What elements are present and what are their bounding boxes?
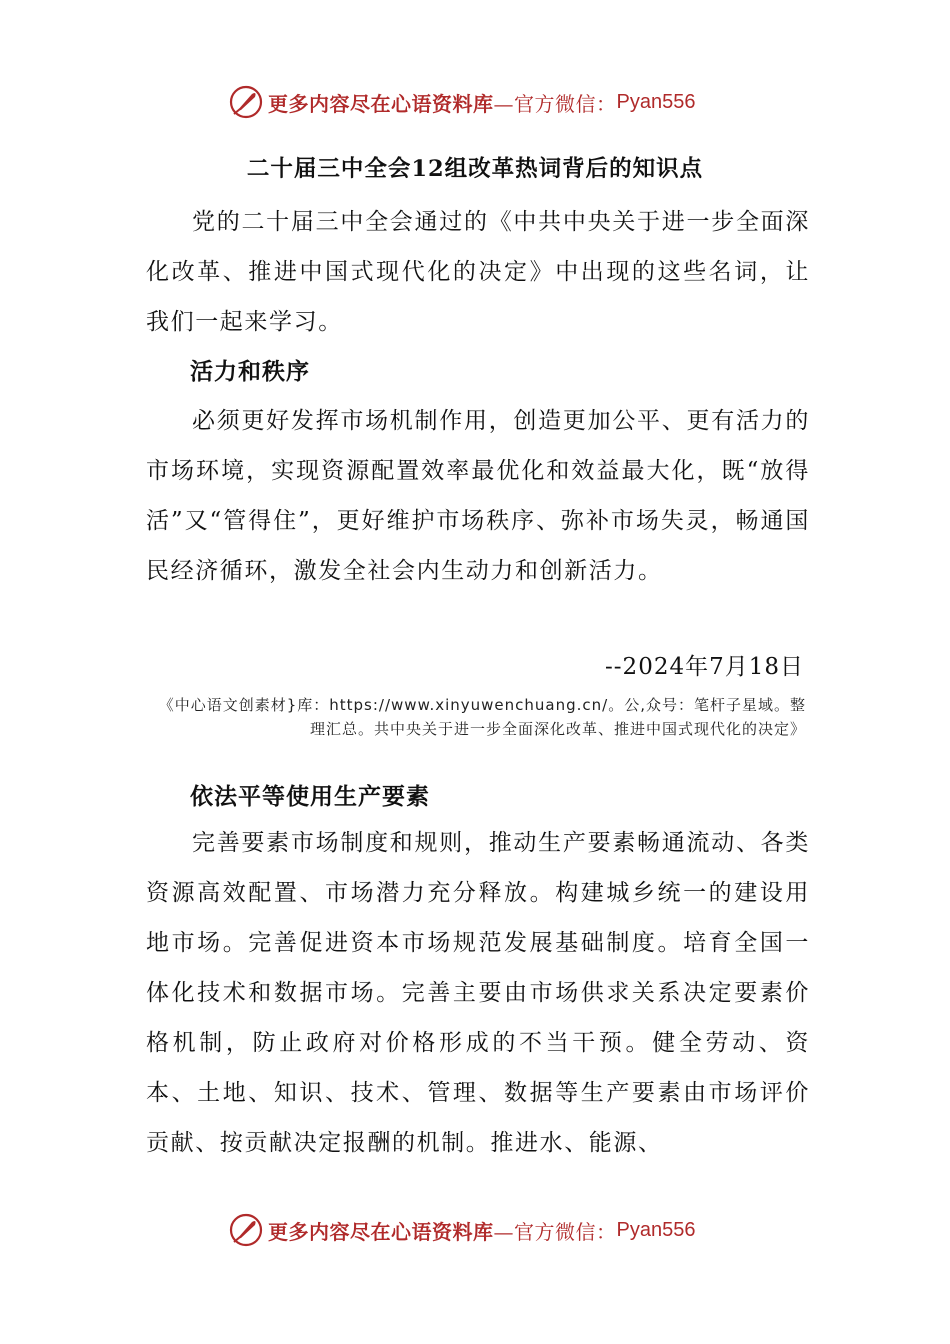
document-title: 二十届三中全会12组改革热词背后的知识点	[246, 156, 704, 182]
banner-text-wechat: —官方微信：	[493, 91, 617, 116]
intro-paragraph: 党的二十届三中全会通过的《中共中央关于进一步全面深化改革、推进中国式现代化的决定》中出现的这些名词，让我们一起来学习。	[146, 209, 810, 335]
quill-pen-logo-icon	[228, 84, 264, 120]
header-banner	[228, 82, 695, 122]
banner-text-wechat: —官方微信：	[493, 1219, 617, 1244]
banner-text-main: 更多内容尽在心语资料库	[268, 91, 494, 116]
section-heading-production-factors: 依法平等使用生产要素	[190, 783, 430, 810]
quill-pen-logo-icon	[228, 1212, 264, 1248]
publish-date: --2024年7月18日	[605, 654, 804, 680]
section-heading-vitality-order: 活力和秩序	[190, 358, 310, 385]
section-body-production-factors: 完善要素市场制度和规则，推动生产要素畅通流动、各类资源高效配置、市场潜力充分释放。构建城乡统一的建设用地市场。完善促进资本市场规范发展基础制度。培育全国一体化技术和数据市场。完善主要由市场供求关系决定要素价格机制，防止政府对价格形成的不当干预。健全劳动、资本、土地、知识、技术、管理、数据等生产要素由市场评价贡献、按贡献决定报酬的机制。推进水、能源、	[146, 830, 810, 1156]
banner-wechat-id: Pyan556	[616, 1218, 696, 1241]
banner-text-main: 更多内容尽在心语资料库	[268, 1219, 494, 1244]
banner-wechat-id: Pyan556	[616, 90, 696, 113]
footer-banner	[228, 1210, 695, 1250]
section-body-vitality-order: 必须更好发挥市场机制作用，创造更加公平、更有活力的市场环境，实现资源配置效率最优化和效益最大化，既“放得活”又“管得住”，更好维护市场秩序、弥补市场失灵，畅通国民经济循环，激发全社会内生动力和创新活力。	[146, 408, 810, 584]
source-note: 《中心语文创素材}库：https://www.xinyuwenchuang.cn/。公,众号：笔杆子星域。整理汇总。共中央关于进一步全面深化改革、推进中国式现代化的决定》	[158, 696, 806, 738]
